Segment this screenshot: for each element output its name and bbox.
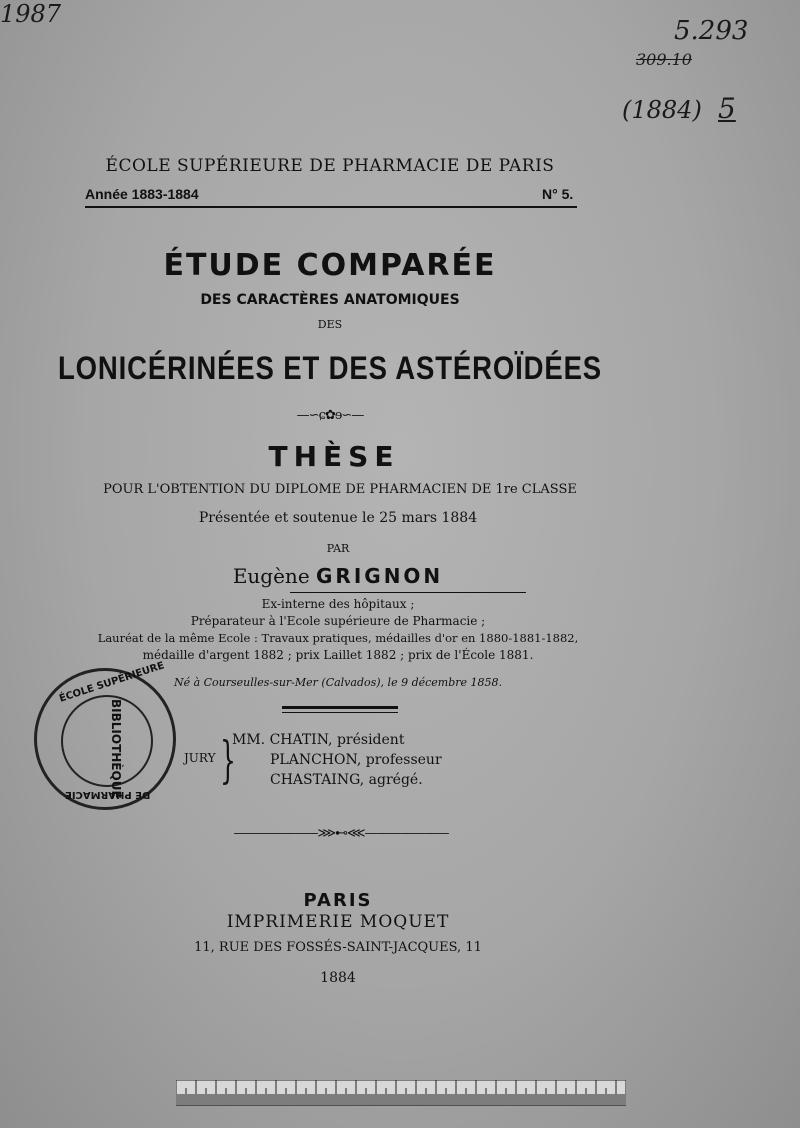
- handwritten-old-mark: 309.10: [636, 50, 692, 69]
- title-line-3: DES: [317, 318, 343, 331]
- handwritten-top-left: 1987: [0, 0, 62, 28]
- title-line-1: ÉTUDE COMPARÉE: [163, 248, 497, 283]
- author-first-name: Eugène: [232, 564, 310, 588]
- jury-divider: [282, 706, 398, 709]
- author-credential-1: Ex-interne des hôpitaux ;: [261, 597, 415, 611]
- imprint-year: 1884: [320, 970, 356, 986]
- header-rule: [85, 206, 577, 208]
- thesis-presented: Présentée et soutenue le 25 mars 1884: [198, 510, 478, 526]
- academic-year: Année 1883-1884: [85, 186, 199, 202]
- thesis-par: PAR: [326, 542, 350, 555]
- author-birth: Né à Courseulles-sur-Mer (Calvados), le 9 décembre 1858.: [173, 676, 503, 689]
- author-name: [0, 564, 676, 588]
- author-credential-3: Lauréat de la même Ecole : Travaux pratiques, médailles d'or en 1880-1881-1882,: [97, 631, 579, 645]
- author-credential-4: médaille d'argent 1882 ; prix Laillet 1882 ; prix de l'École 1881.: [142, 648, 534, 662]
- jury-member: MM. CHATIN, président: [232, 732, 405, 748]
- imprint-city: PARIS: [303, 890, 373, 911]
- handwritten-year-mark: (1884): [622, 96, 702, 124]
- title-line-2: DES CARACTÈRES ANATOMIQUES: [200, 292, 460, 308]
- stamp-text-bottom: DE PHARMACIE: [65, 789, 151, 800]
- title-divider-ornament: —∽ɕ✿ɘ∽—: [296, 408, 364, 423]
- imprint-printer: IMPRIMERIE MOQUET: [226, 912, 450, 932]
- jury-members: [232, 730, 442, 790]
- library-stamp: [34, 660, 176, 810]
- jury-member: CHASTAING, agrégé.: [270, 772, 423, 788]
- imprint-address: 11, RUE DES FOSSÉS-SAINT-JACQUES, 11: [194, 940, 482, 955]
- author-credential-2: Préparateur à l'Ecole supérieure de Pharmacie ;: [190, 614, 486, 628]
- thesis-purpose: POUR L'OBTENTION DU DIPLOME DE PHARMACIEN DE 1re CLASSE: [103, 482, 577, 497]
- jury-member: PLANCHON, professeur: [270, 752, 442, 768]
- school-name: ÉCOLE SUPÉRIEURE DE PHARMACIE DE PARIS: [105, 156, 555, 176]
- title-line-4: LONICÉRINÉES ET DES ASTÉROÏDÉES: [57, 350, 603, 386]
- bottom-divider-ornament: ———————⋙⊷⋘———————: [233, 826, 449, 841]
- jury-brace: }: [219, 731, 236, 789]
- author-last-name: GRIGNON: [316, 564, 444, 588]
- author-underline: [290, 592, 526, 593]
- stamp-text-top: ÉCOLE SUPÉRIEURE: [57, 660, 166, 705]
- thesis-number: N° 5.: [542, 186, 574, 202]
- handwritten-number-mark: 5: [718, 92, 736, 125]
- stamp-text-center: BIBLIOTHÈQUE: [109, 699, 123, 799]
- thesis-heading: THÈSE: [268, 440, 400, 473]
- jury-divider-thin: [282, 712, 398, 713]
- handwritten-shelfmark: 5.293: [674, 16, 749, 46]
- jury-label: JURY: [184, 751, 216, 765]
- scan-ruler: [176, 1080, 626, 1106]
